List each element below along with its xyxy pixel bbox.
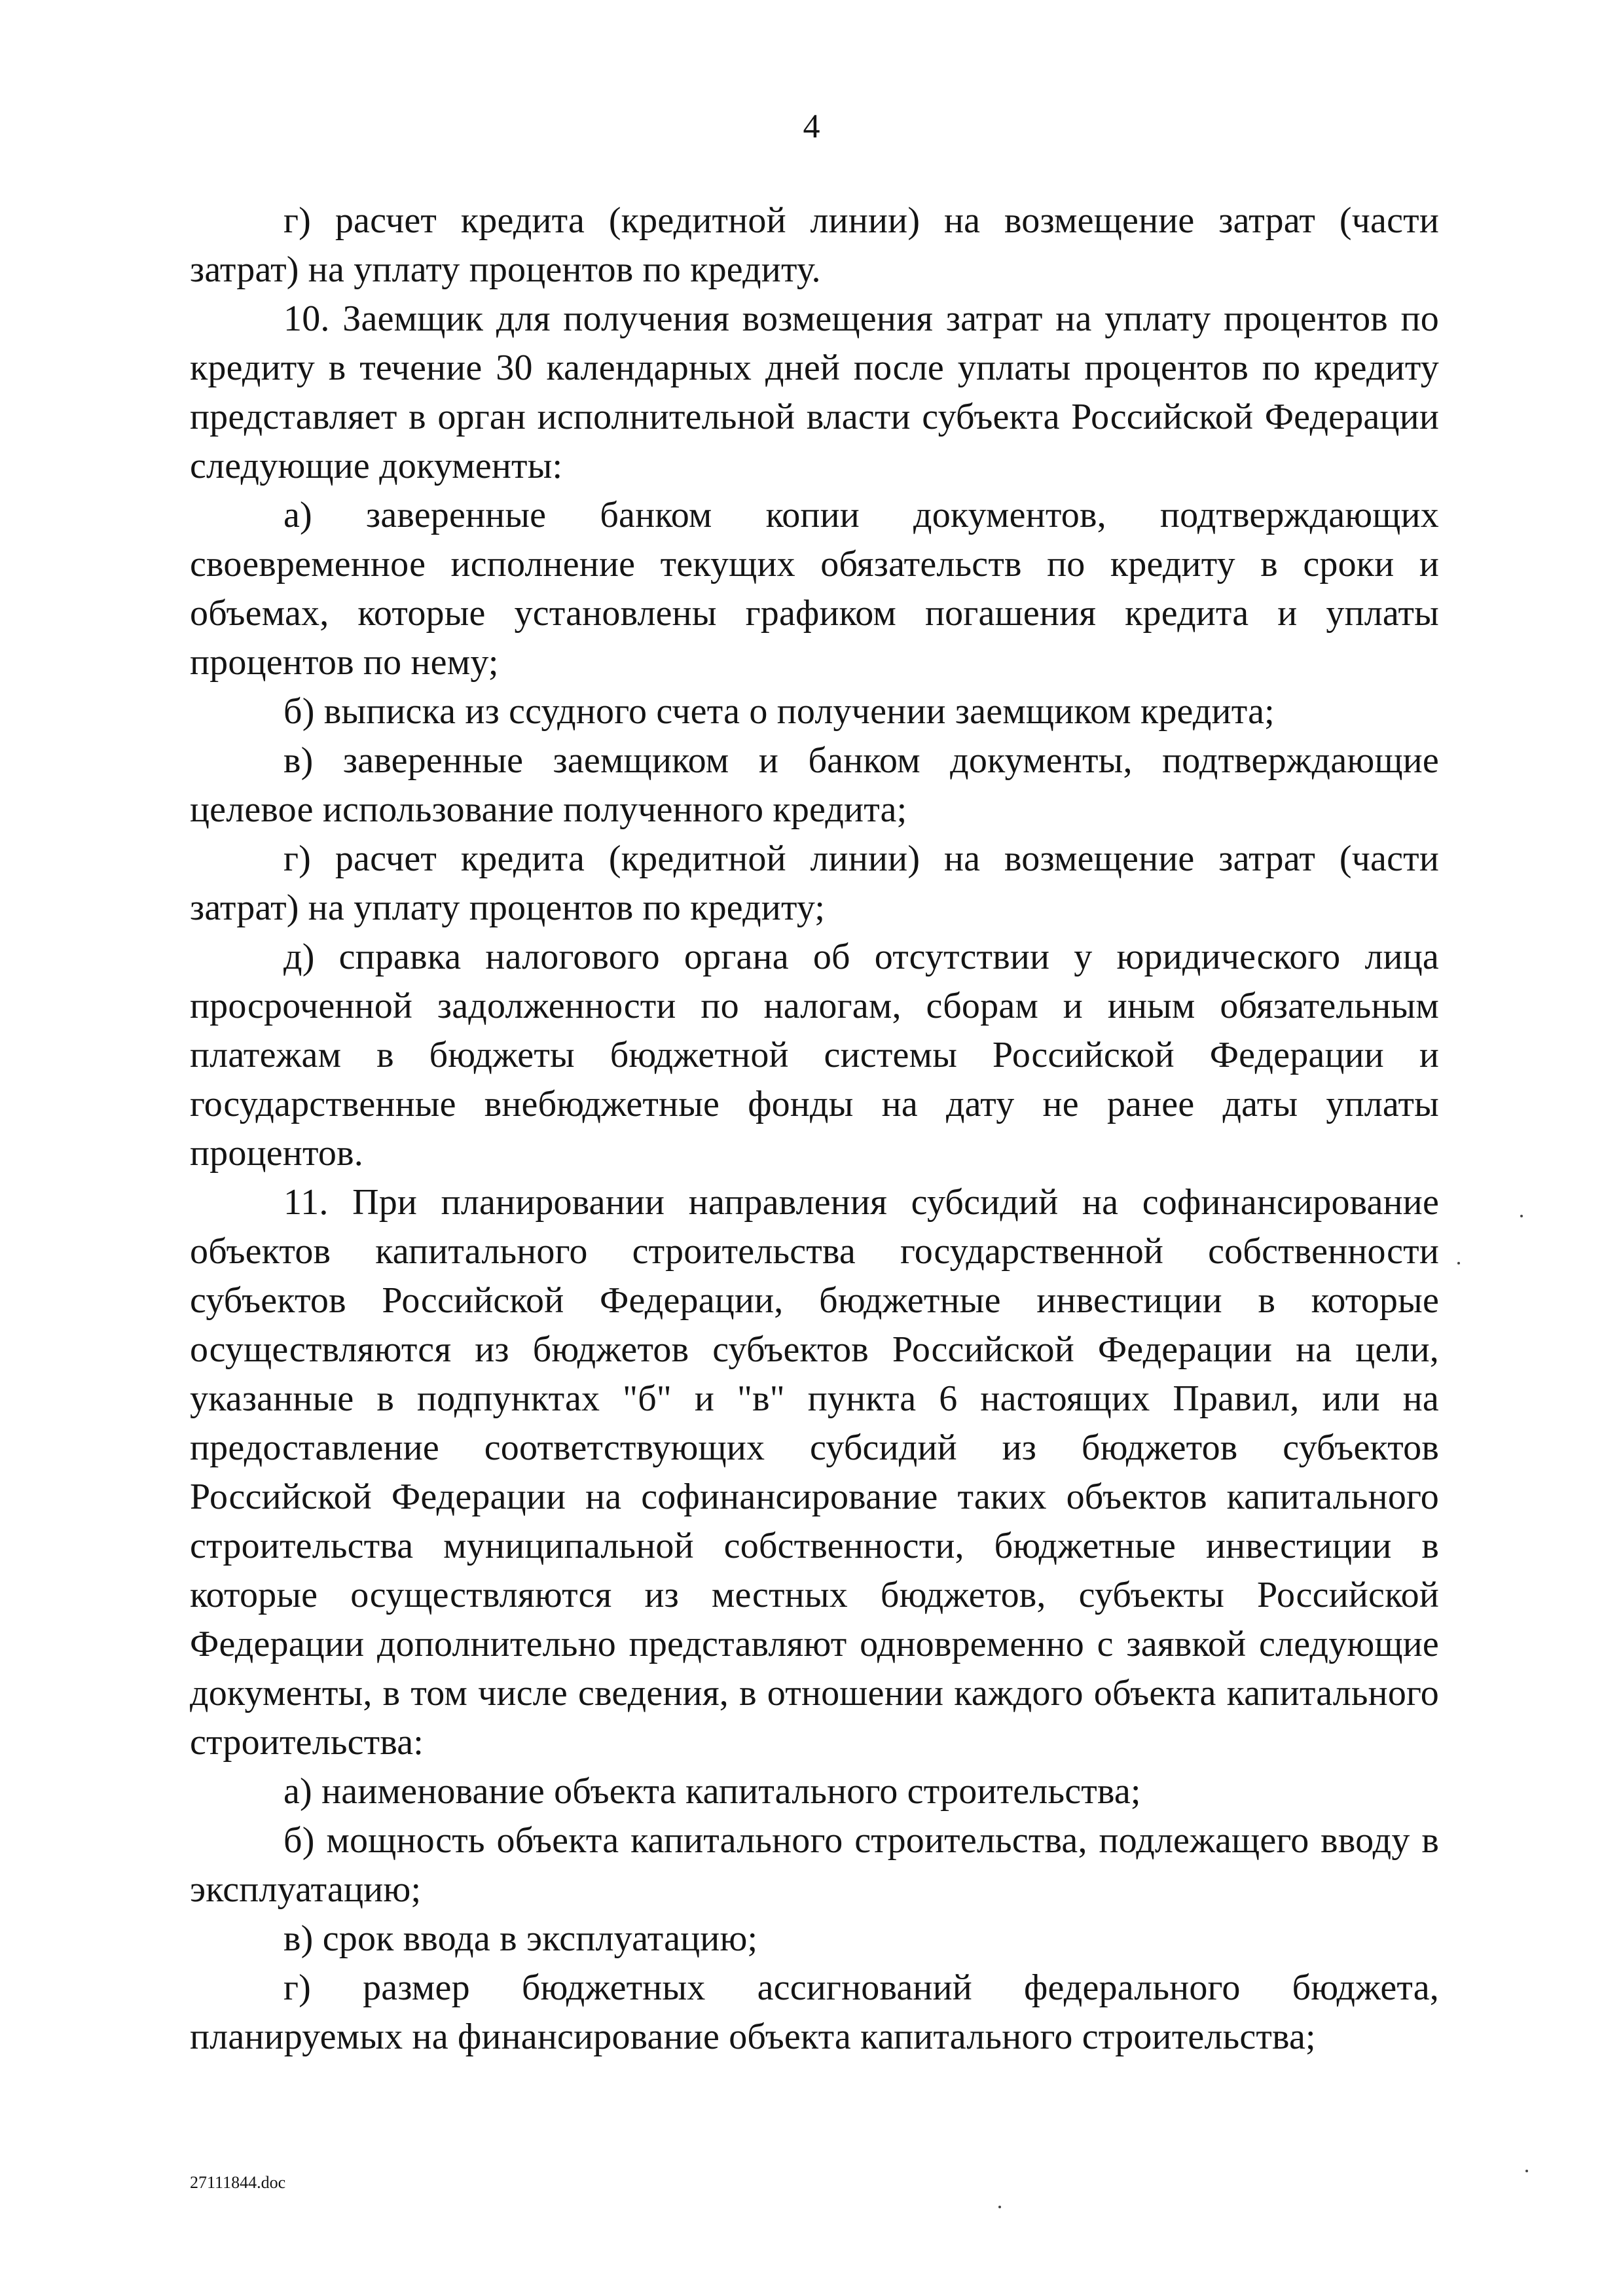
paragraph-item-11: 11. При планировании направления субсидий на софинансирование объектов капитального строительства государственной собственности субъектов Российской Федерации, бюджетные инвестиции в которые осуществляются из бюджетов субъектов Российской Федерации на цели, указанные в подпунктах "б" и "в" пункта 6 настоящих Правил, или на предоставление соответствующих субсидий из бюджетов субъектов Российской Федерации на софинансирование таких объектов капитального строительства муниципальной собственности, бюджетные инвестиции в которые осуществляются из местных бюджетов, субъекты Российской Федерации дополнительно представляют одновременно с заявкой следующие документы, в том числе сведения, в отношении каждого объекта капитального строительства: bbox=[190, 1182, 1439, 1763]
paragraph-11-b: б) мощность объекта капитального строительства, подлежащего вводу в эксплуатацию; bbox=[190, 1820, 1439, 1910]
page-number: 4 bbox=[803, 108, 820, 145]
paragraph-10-g: г) расчет кредита (кредитной линии) на возмещение затрат (части затрат) на уплату процентов по кредиту; bbox=[190, 838, 1439, 928]
scan-speck bbox=[998, 2206, 1001, 2208]
document-body bbox=[190, 196, 1439, 2062]
paragraph-10-a: а) заверенные банком копии документов, подтверждающих своевременное исполнение текущих обязательств по кредиту в сроки и объемах, которые установлены графиком погашения кредита и уплаты процентов по нему; bbox=[190, 495, 1439, 683]
paragraph-11-v: в) срок ввода в эксплуатацию; bbox=[283, 1918, 758, 1959]
scan-speck bbox=[1520, 1215, 1523, 1217]
footer-doc-code: 27111844.doc bbox=[190, 2173, 286, 2192]
scan-speck bbox=[1525, 2170, 1528, 2172]
paragraph-11-g: г) размер бюджетных ассигнований федерального бюджета, планируемых на финансирование объекта капитального строительства; bbox=[190, 1967, 1439, 2057]
paragraph-10-d: д) справка налогового органа об отсутствии у юридического лица просроченной задолженности по налогам, сборам и иным обязательным платежам в бюджеты бюджетной системы Российской Федерации и государственные внебюджетные фонды на дату не ранее даты уплаты процентов. bbox=[190, 937, 1439, 1174]
paragraph-item-10: 10. Заемщик для получения возмещения затрат на уплату процентов по кредиту в течение 30 календарных дней после уплаты процентов по кредиту представляет в орган исполнительной власти субъекта Российской Федерации следующие документы: bbox=[190, 298, 1439, 486]
paragraph-10-b: б) выписка из ссудного счета о получении заемщиком кредита; bbox=[283, 691, 1275, 732]
scan-speck bbox=[1457, 1262, 1460, 1265]
paragraph-10-v: в) заверенные заемщиком и банком документы, подтверждающие целевое использование полученного кредита; bbox=[190, 740, 1439, 830]
paragraph-g-calculation: г) расчет кредита (кредитной линии) на возмещение затрат (части затрат) на уплату процентов по кредиту. bbox=[190, 200, 1439, 290]
paragraph-11-a: а) наименование объекта капитального строительства; bbox=[283, 1771, 1141, 1812]
